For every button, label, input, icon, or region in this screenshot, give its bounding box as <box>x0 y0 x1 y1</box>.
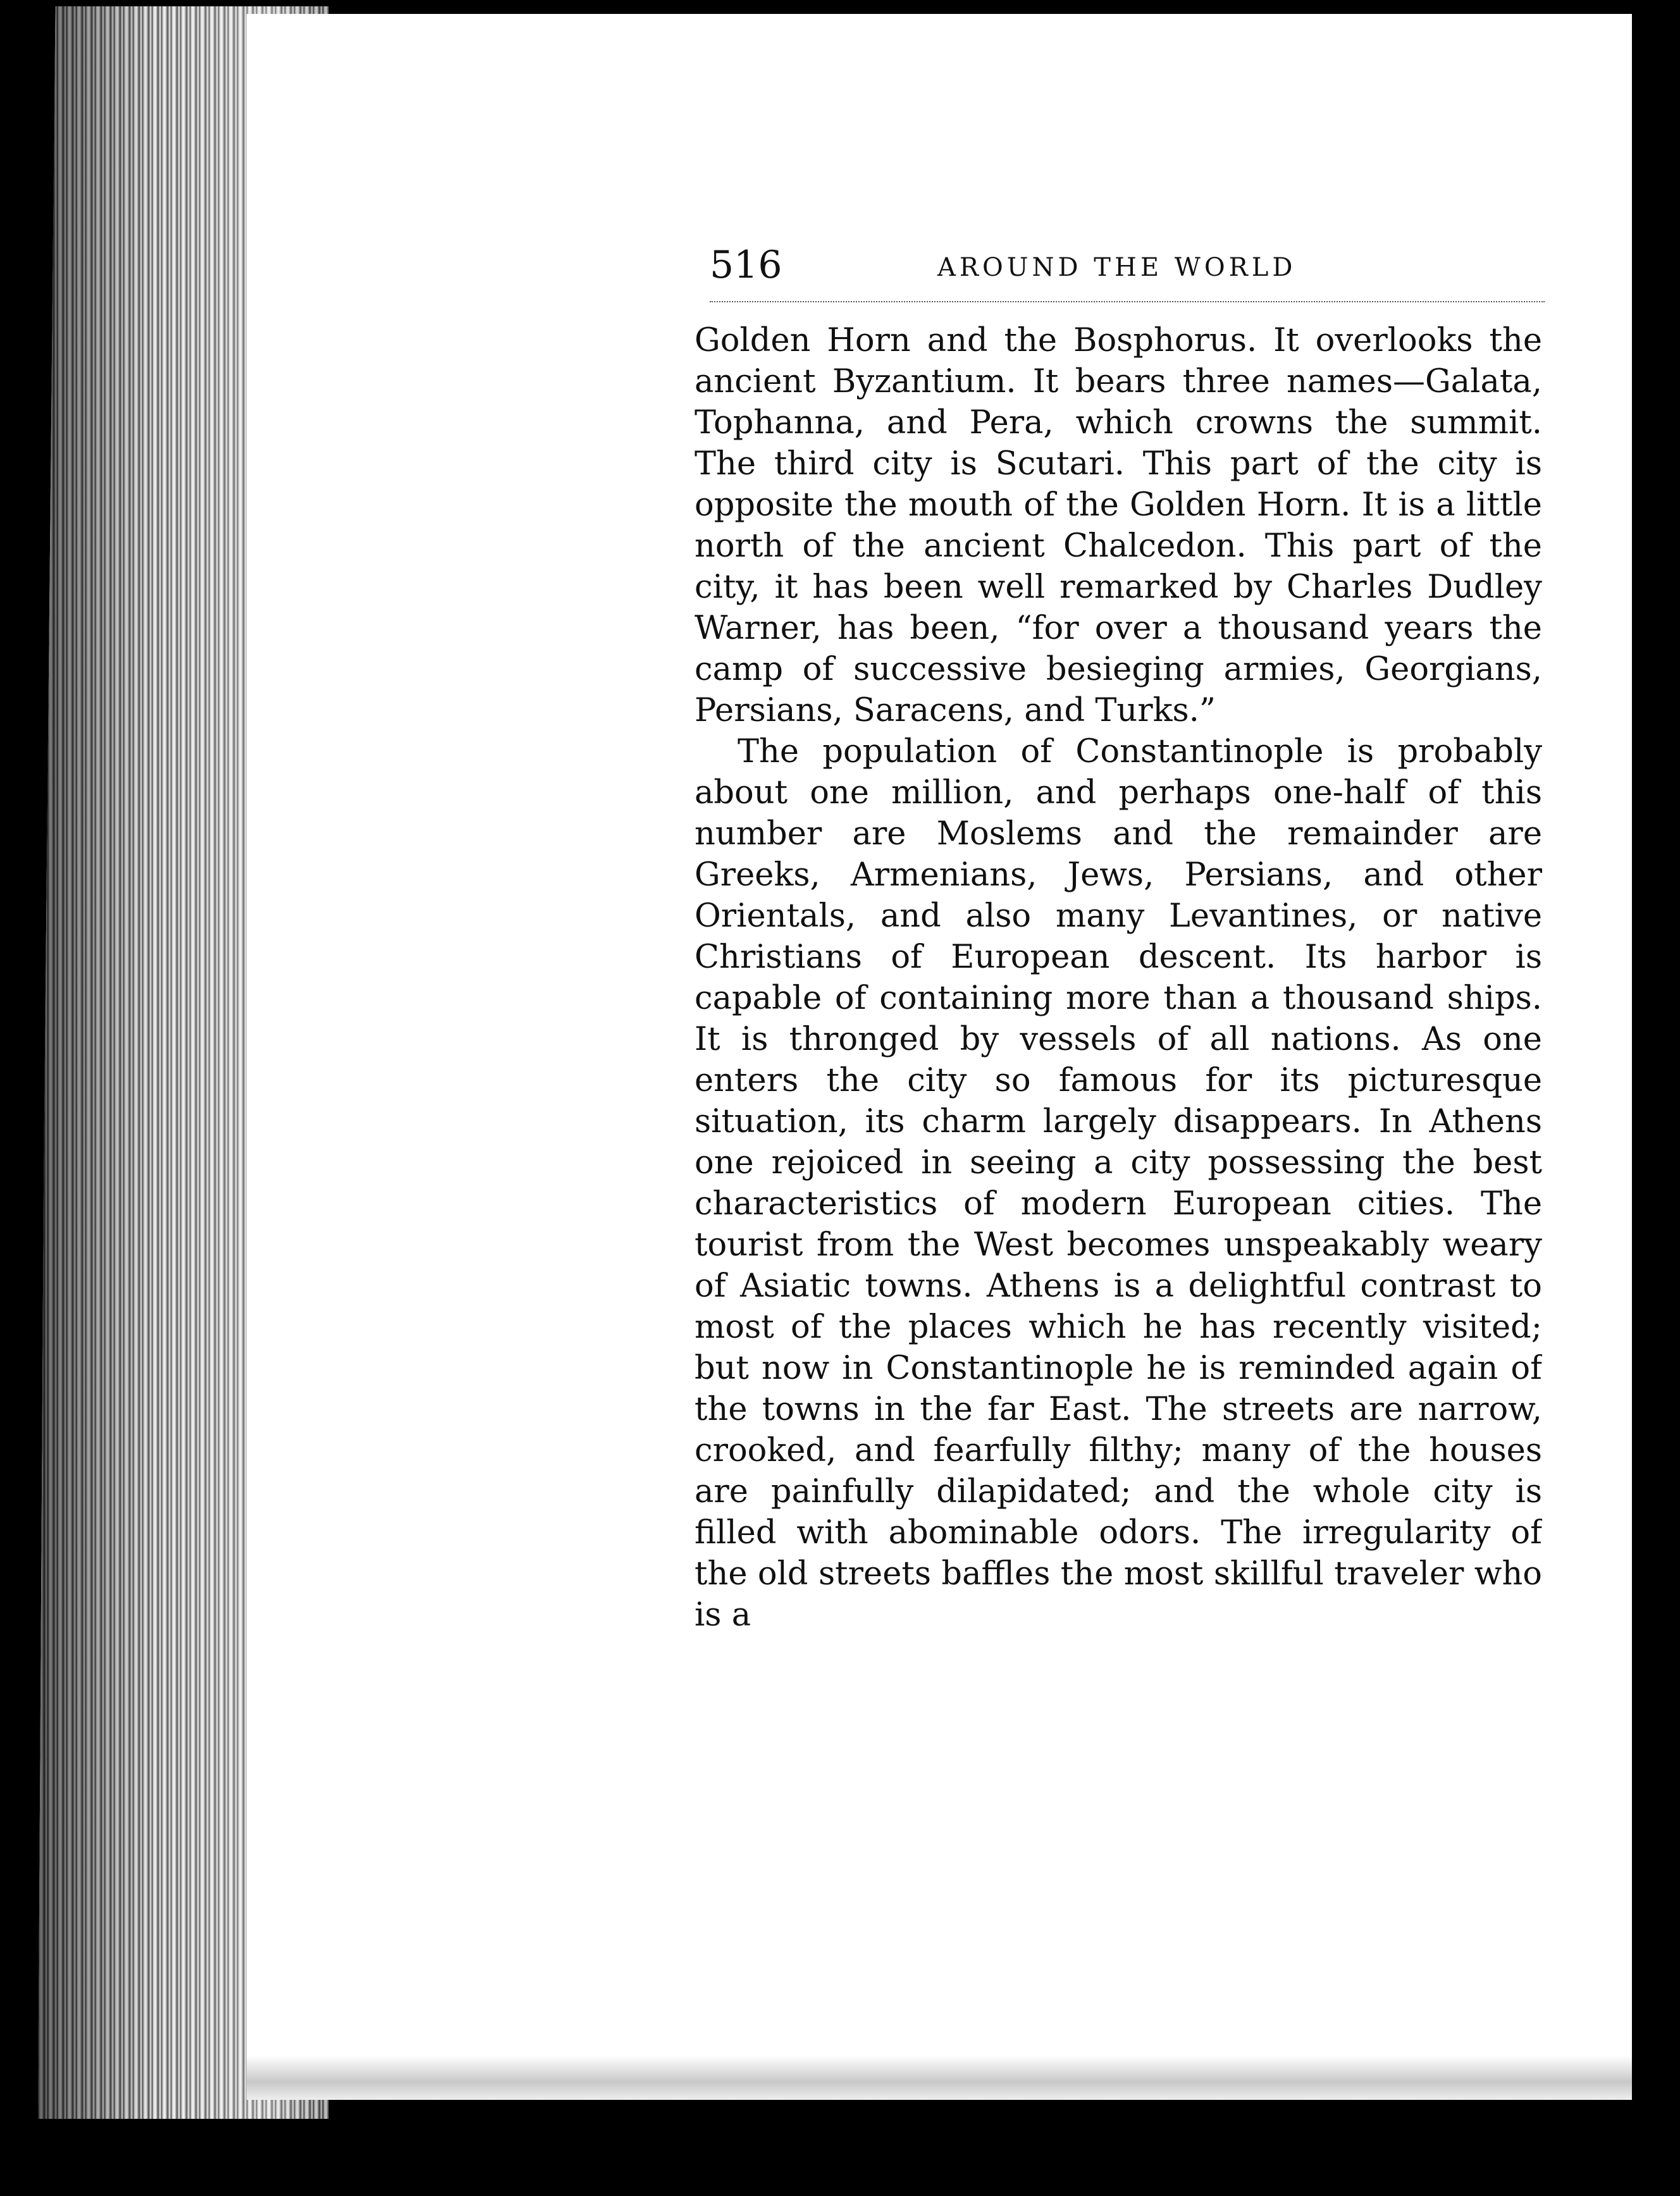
page-number: 516 <box>710 243 782 287</box>
running-head <box>710 243 1545 287</box>
page-bottom-shadow <box>247 2056 1632 2100</box>
running-title: AROUND THE WORLD <box>937 253 1297 282</box>
body-text <box>695 320 1542 1686</box>
header-rule <box>710 301 1545 302</box>
paragraph-1: Golden Horn and the Bosphorus. It overlooks the ancient Byzantium. It bears three names—Galata, Tophanna, and Pera, which crowns the summit. The third city is Scutari. This part of the city is opposite the mouth of the Golden Horn. It is a little north of the ancient Chalcedon. This part of the city, it has been well remarked by Charles Dudley Warner, has been, “for over a thousand years the camp of successive besieging armies, Georgians, Persians, Saracens, and Turks.” <box>695 322 1542 729</box>
paragraph-2: The population of Constantinople is probably about one million, and perhaps one-half of this number are Moslems and the remainder are Greeks, Armenians, Jews, Persians, and other Orientals, and also many Levantines, or native Christians of European descent. Its harbor is capable of containing more than a thousand ships. It is thronged by vessels of all nations. As one enters the city so famous for its picturesque situation, its charm largely disappears. In Athens one rejoiced in seeing a city possessing the best characteristics of modern European cities. The tourist from the West becomes unspeakably weary of Asiatic towns. Athens is a delightful contrast to most of the places which he has recently visited; but now in Constantinople he is reminded again of the towns in the far East. The streets are narrow, crooked, and fearfully filthy; many of the houses are painfully dilapidated; and the whole city is filled with abominable odors. The irregularity of the old streets baffles the most skillful traveler who is a <box>695 733 1542 1634</box>
